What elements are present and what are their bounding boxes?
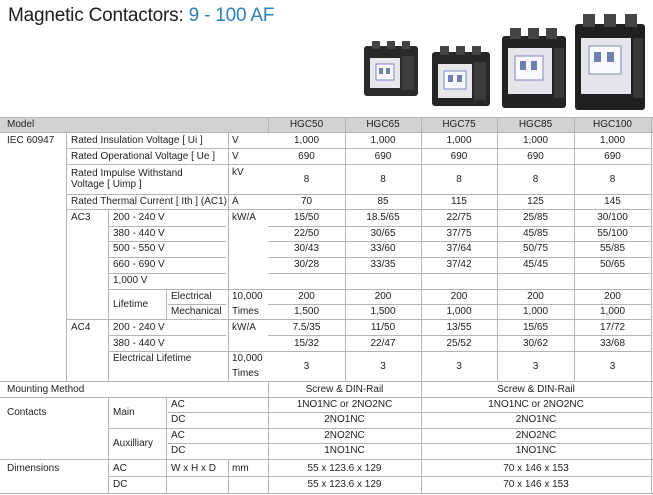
dimensions-unit: mm	[232, 463, 249, 474]
thermal-hgc50: 70	[300, 196, 313, 207]
contacts-main-dc-label: DC	[171, 414, 186, 425]
model-col-hgc75: HGC75	[442, 119, 476, 130]
row-divider	[268, 226, 651, 227]
column-divider	[66, 132, 67, 381]
impulse-hgc65: 8	[380, 174, 386, 185]
operational-hgc100: 690	[604, 151, 621, 162]
contacts-label: Contacts	[7, 407, 47, 418]
ac4-row1-hgc50: 7.5/35	[292, 322, 321, 333]
column-divider	[166, 397, 167, 459]
row-divider	[268, 241, 651, 242]
ac3-electrical-hgc50: 200	[298, 291, 315, 302]
ac3-mechanical-hgc50: 1,500	[293, 306, 320, 317]
mounting-left: Screw & DIN-Rail	[305, 384, 384, 395]
ac3-unit: kW/A	[232, 212, 256, 223]
ac3-row5-hgc75	[421, 273, 497, 288]
title-main: Magnetic Contactors:	[8, 5, 184, 26]
row-divider	[66, 194, 651, 195]
ac4-lifetime-unit2: Times	[232, 368, 259, 379]
impulse-hgc75: 8	[456, 174, 462, 185]
hgc65-photo	[430, 44, 492, 110]
row-divider	[108, 241, 226, 242]
ac4-row2-hgc65: 22/47	[370, 338, 396, 349]
ac3-mechanical-hgc100: 1,000	[599, 306, 626, 317]
ac3-mechanical-hgc75: 1,000	[446, 306, 472, 317]
thermal-hgc75: 115	[451, 196, 467, 207]
impulse-hgc50: 8	[303, 174, 310, 185]
row-divider	[108, 351, 651, 352]
contacts-aux-dc-right: 1NO1NC	[515, 445, 557, 456]
ac4-row2-hgc50: 15/32	[293, 338, 320, 349]
ac3-electrical-label: Electrical	[171, 291, 212, 302]
ac3-row4-hgc75: 37/42	[446, 259, 472, 270]
contacts-aux-ac-left: 2NO2NC	[324, 430, 365, 441]
insulation-hgc65: 1,000	[370, 135, 396, 146]
ac4-row2-hgc100: 33/68	[599, 338, 626, 349]
ac3-voltage-1: 200 - 240 V	[113, 212, 165, 223]
dimensions-dc-right: 70 x 146 x 153	[503, 479, 569, 490]
column-divider	[108, 397, 109, 493]
impulse-hgc85: 8	[532, 174, 539, 185]
ac4-row1-hgc75: 13/55	[446, 322, 472, 333]
column-divider	[108, 209, 109, 381]
ac3-row3-hgc85: 50/75	[522, 243, 549, 254]
ac4-row1-hgc100: 17/72	[599, 322, 626, 333]
ac4-elec-lifetime-hgc85: 3	[532, 361, 539, 372]
ac3-voltage-2: 380 - 440 V	[113, 228, 165, 239]
column-divider	[574, 117, 575, 381]
row-divider	[268, 273, 651, 274]
column-divider	[228, 132, 229, 381]
ac3-row1-hgc100: 30/100	[597, 212, 628, 223]
contacts-main-ac-label: AC	[171, 399, 185, 410]
row-divider	[168, 412, 651, 413]
ac3-row4-hgc100: 50/65	[599, 259, 626, 270]
hgc100-photo	[573, 12, 647, 114]
ac3-lifetime-unit1: 10,000	[232, 291, 263, 302]
operational-hgc50: 690	[298, 151, 315, 162]
table-bottom-border	[0, 493, 653, 494]
ac3-row5-hgc85	[497, 273, 574, 288]
ac4-row2-hgc75: 25/52	[446, 338, 472, 349]
standard-label: IEC 60947	[7, 135, 55, 146]
contacts-aux-ac-right: 2NO2NC	[515, 430, 557, 441]
section-divider	[0, 459, 653, 460]
ac3-row1-hgc85: 25/85	[522, 212, 549, 223]
section-divider	[0, 397, 653, 398]
contacts-main-dc-right: 2NO1NC	[515, 414, 557, 425]
impulse-label-line1: Rated Impulse Withstand	[71, 168, 183, 179]
contacts-main-dc-left: 2NO1NC	[324, 414, 365, 425]
ac4-unit: kW/A	[232, 322, 256, 333]
row-divider	[66, 209, 651, 210]
dimensions-label: Dimensions	[7, 463, 60, 474]
insulation-hgc75: 1,000	[446, 135, 472, 146]
impulse-hgc100: 8	[609, 174, 616, 185]
title-range: 9 - 100 AF	[188, 5, 275, 26]
ac4-row1-hgc85: 15/65	[522, 322, 549, 333]
ac3-voltage-4: 660 - 690 V	[113, 259, 165, 270]
ac3-mechanical-hgc85: 1,000	[522, 306, 549, 317]
ac4-elec-lifetime-hgc65: 3	[380, 361, 386, 372]
mounting-label: Mounting Method	[7, 384, 85, 395]
ac3-label: AC3	[71, 212, 91, 223]
ac3-electrical-hgc100: 200	[604, 291, 621, 302]
column-divider	[421, 117, 422, 381]
ac3-row2-hgc50: 22/50	[293, 228, 320, 239]
ac3-row2-hgc75: 37/75	[446, 228, 472, 239]
column-divider	[497, 117, 498, 381]
column-divider	[166, 459, 167, 493]
row-divider	[268, 335, 651, 336]
ac3-electrical-hgc75: 200	[450, 291, 468, 302]
row-divider	[108, 273, 226, 274]
ac3-lifetime-unit2: Times	[232, 306, 259, 317]
thermal-hgc100: 145	[604, 196, 621, 207]
ac4-elec-lifetime-hgc100: 3	[609, 361, 616, 372]
contacts-main-ac-left: 1NO1NC or 2NO2NC	[296, 399, 393, 410]
ac3-row4-hgc65: 33/35	[370, 259, 396, 270]
column-divider	[268, 117, 269, 132]
model-col-hgc85: HGC85	[518, 119, 553, 130]
operational-hgc65: 690	[374, 151, 392, 162]
insulation-hgc85: 1,000	[522, 135, 549, 146]
ac4-lifetime-unit1: 10,000	[232, 353, 263, 364]
column-divider	[421, 381, 422, 493]
dimensions-ac-label: AC	[113, 463, 127, 474]
row-divider	[66, 148, 651, 149]
dimensions-dc-left: 55 x 123.6 x 129	[307, 479, 382, 490]
column-divider	[228, 459, 229, 493]
ac3-electrical-hgc65: 200	[374, 291, 392, 302]
dimensions-ac-right: 70 x 146 x 153	[503, 463, 569, 474]
hgc50-photo	[362, 38, 420, 100]
column-divider	[166, 289, 167, 319]
mounting-right: Screw & DIN-Rail	[497, 384, 575, 395]
insulation-unit: V	[232, 135, 239, 146]
ac3-row3-hgc75: 37/64	[446, 243, 472, 254]
row-divider	[268, 257, 651, 258]
ac3-row2-hgc100: 55/100	[597, 228, 628, 239]
row-divider	[66, 319, 651, 320]
row-divider	[108, 476, 651, 477]
row-divider	[168, 443, 651, 444]
column-divider	[268, 381, 269, 493]
operational-label: Rated Operational Voltage [ Ue ]	[71, 151, 215, 162]
section-divider	[0, 381, 653, 382]
ac4-row1-hgc65: 11/50	[370, 322, 396, 333]
operational-hgc85: 690	[527, 151, 544, 162]
ac3-row3-hgc50: 30/43	[293, 243, 320, 254]
row-divider	[268, 304, 651, 305]
ac4-voltage-2: 380 - 440 V	[113, 338, 165, 349]
contacts-main-ac-right: 1NO1NC or 2NO2NC	[488, 399, 584, 410]
row-divider	[108, 335, 226, 336]
impulse-unit: kV	[232, 167, 244, 178]
column-divider	[345, 117, 346, 381]
row-divider	[108, 257, 226, 258]
row-divider	[108, 226, 226, 227]
ac3-row5-hgc50	[268, 273, 345, 288]
product-photos	[0, 0, 653, 118]
contacts-aux-label: Auxilliary	[113, 438, 154, 449]
model-col-hgc65: HGC65	[366, 119, 400, 130]
ac3-row5-hgc65	[345, 273, 421, 288]
operational-unit: V	[232, 151, 239, 162]
header-bottom-border	[0, 132, 653, 133]
thermal-unit: A	[232, 196, 239, 207]
ac3-mechanical-hgc65: 1,500	[370, 306, 396, 317]
dimensions-dc-label: DC	[113, 479, 128, 490]
thermal-label: Rated Thermal Current [ Ith ] (AC1)	[71, 196, 227, 207]
thermal-hgc85: 125	[527, 196, 544, 207]
row-divider	[168, 304, 226, 305]
insulation-hgc100: 1,000	[599, 135, 626, 146]
ac3-row1-hgc75: 22/75	[446, 212, 472, 223]
impulse-label-line2: Voltage [ Uimp ]	[71, 179, 142, 190]
ac3-row1-hgc50: 15/50	[293, 212, 320, 223]
ac3-lifetime-label: Lifetime	[113, 299, 149, 310]
contacts-main-label: Main	[113, 407, 135, 418]
ac3-voltage-5: 1,000 V	[113, 275, 148, 286]
table-top-border	[0, 117, 653, 118]
ac3-row1-hgc65: 18.5/65	[366, 212, 400, 223]
ac3-row4-hgc85: 45/45	[522, 259, 549, 270]
ac3-row4-hgc50: 30/28	[293, 259, 320, 270]
contacts-aux-dc-left: 1NO1NC	[324, 445, 365, 456]
model-col-hgc100: HGC100	[593, 119, 632, 130]
row-divider	[66, 164, 651, 165]
row-divider	[108, 289, 651, 290]
model-col-hgc50: HGC50	[289, 119, 324, 130]
ac3-row5-hgc100	[574, 273, 651, 288]
ac3-electrical-hgc85: 200	[527, 291, 544, 302]
ac3-row3-hgc100: 55/85	[599, 243, 626, 254]
column-divider	[651, 117, 652, 381]
dimensions-ac-left: 55 x 123.6 x 129	[307, 463, 382, 474]
ac4-label: AC4	[71, 322, 91, 333]
ac3-row3-hgc65: 33/60	[370, 243, 396, 254]
ac3-row2-hgc85: 45/85	[522, 228, 549, 239]
ac4-voltage-1: 200 - 240 V	[113, 322, 165, 333]
dimensions-whd: W x H x D	[171, 463, 216, 474]
spec-table	[0, 117, 653, 495]
ac4-elec-lifetime-label: Electrical Lifetime	[113, 353, 192, 364]
operational-hgc75: 690	[450, 151, 468, 162]
ac3-mechanical-label: Mechanical	[171, 306, 222, 317]
row-divider	[108, 428, 651, 429]
contacts-aux-ac-label: AC	[171, 430, 185, 441]
ac4-elec-lifetime-hgc50: 3	[303, 361, 310, 372]
ac3-voltage-3: 500 - 550 V	[113, 243, 165, 254]
ac3-row2-hgc65: 30/65	[370, 228, 396, 239]
ac4-row2-hgc85: 30/62	[522, 338, 549, 349]
insulation-label: Rated Insulation Voltage [ Ui ]	[71, 135, 203, 146]
model-header: Model	[7, 119, 35, 130]
thermal-hgc65: 85	[377, 196, 389, 207]
insulation-hgc50: 1,000	[293, 135, 320, 146]
impulse-label	[68, 164, 228, 194]
ac4-elec-lifetime-hgc75: 3	[456, 361, 462, 372]
hgc85-photo	[500, 26, 568, 112]
column-divider	[651, 381, 652, 493]
contacts-aux-dc-label: DC	[171, 445, 186, 456]
